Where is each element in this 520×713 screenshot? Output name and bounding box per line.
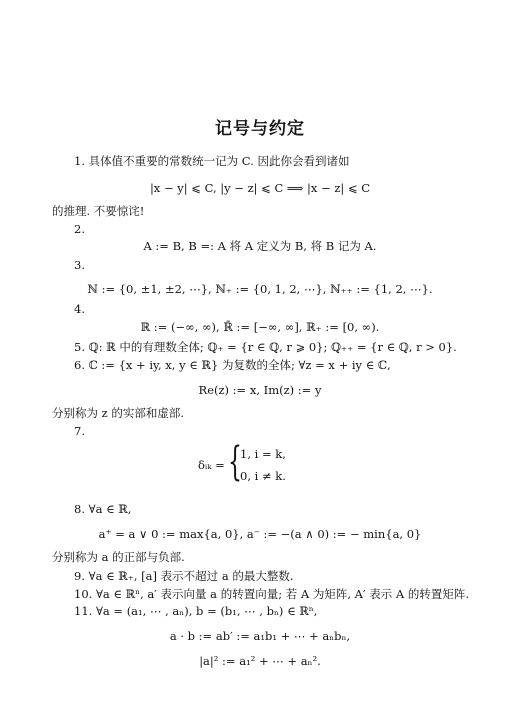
text-6: 分别称为 z 的实部和虚部. bbox=[52, 406, 185, 420]
page-title: 记号与约定 bbox=[215, 119, 305, 139]
item-11: 11. ∀a = (a₁, ⋯ , aₙ), b = (b₁, ⋯ , bₙ) ∈ ℝⁿ, bbox=[74, 604, 318, 618]
equation-3: ℕ := {0, ±1, ±2, ⋯}, ℕ₊ := {0, 1, 2, ⋯}, ℕ₊₊ := {1, 2, ⋯}. bbox=[87, 282, 433, 296]
equation-11-dot-product: a · b := ab′ := a₁b₁ + ⋯ + aₙbₙ, bbox=[169, 629, 351, 643]
item-4: 4. bbox=[74, 302, 85, 316]
item-9: 9. ∀a ∈ ℝ₊, [a] 表示不超过 a 的最大整数. bbox=[74, 569, 294, 583]
equation-8: a⁺ = a ∨ 0 := max{a, 0}, a⁻ := −(a ∧ 0) := − min{a, 0} bbox=[98, 527, 422, 541]
equation-6: Re(z) := x, Im(z) := y bbox=[198, 383, 322, 397]
item-3: 3. bbox=[74, 258, 85, 272]
item-6: 6. ℂ := {x + iy, x, y ∈ ℝ} 为复数的全体; ∀z = x + iy ∈ ℂ, bbox=[74, 358, 391, 372]
cases-brace: { bbox=[228, 439, 242, 485]
item-2: 2. bbox=[74, 222, 85, 236]
equation-1: |x − y| ⩽ C, |y − z| ⩽ C ⟹ |x − z| ⩽ C bbox=[149, 181, 371, 195]
text-8: 分别称为 a 的正部与负部. bbox=[52, 550, 185, 564]
equation-7-case-1: 1, i = k, bbox=[240, 447, 286, 461]
item-8: 8. ∀a ∈ ℝ, bbox=[74, 502, 132, 516]
item-5: 5. ℚ: ℝ 中的有理数全体; ℚ₊ = {r ∈ ℚ, r ⩾ 0}; ℚ₊₊ = {r ∈ ℚ, r > 0}. bbox=[74, 340, 457, 354]
equation-7-lhs: δᵢₖ = bbox=[198, 458, 225, 472]
equation-7-case-2: 0, i ≠ k. bbox=[240, 469, 286, 483]
text-1: 的推理. 不要惊诧! bbox=[52, 204, 145, 218]
item-1: 1. 具体值不重要的常数统一记为 C. 因此你会看到诸如 bbox=[74, 154, 350, 168]
item-7: 7. bbox=[74, 424, 85, 438]
equation-4: ℝ := (−∞, ∞), ℝ̄ := [−∞, ∞], ℝ₊ := [0, ∞). bbox=[140, 320, 380, 334]
item-10: 10. ∀a ∈ ℝⁿ, a′ 表示向量 a 的转置向量; 若 A 为矩阵, A′ 表示 A 的转置矩阵. bbox=[74, 587, 469, 601]
equation-11-norm: |a|² := a₁² + ⋯ + aₙ². bbox=[199, 654, 321, 668]
equation-2: A := B, B =: A 将 A 定义为 B, 将 B 记为 A. bbox=[143, 239, 377, 253]
